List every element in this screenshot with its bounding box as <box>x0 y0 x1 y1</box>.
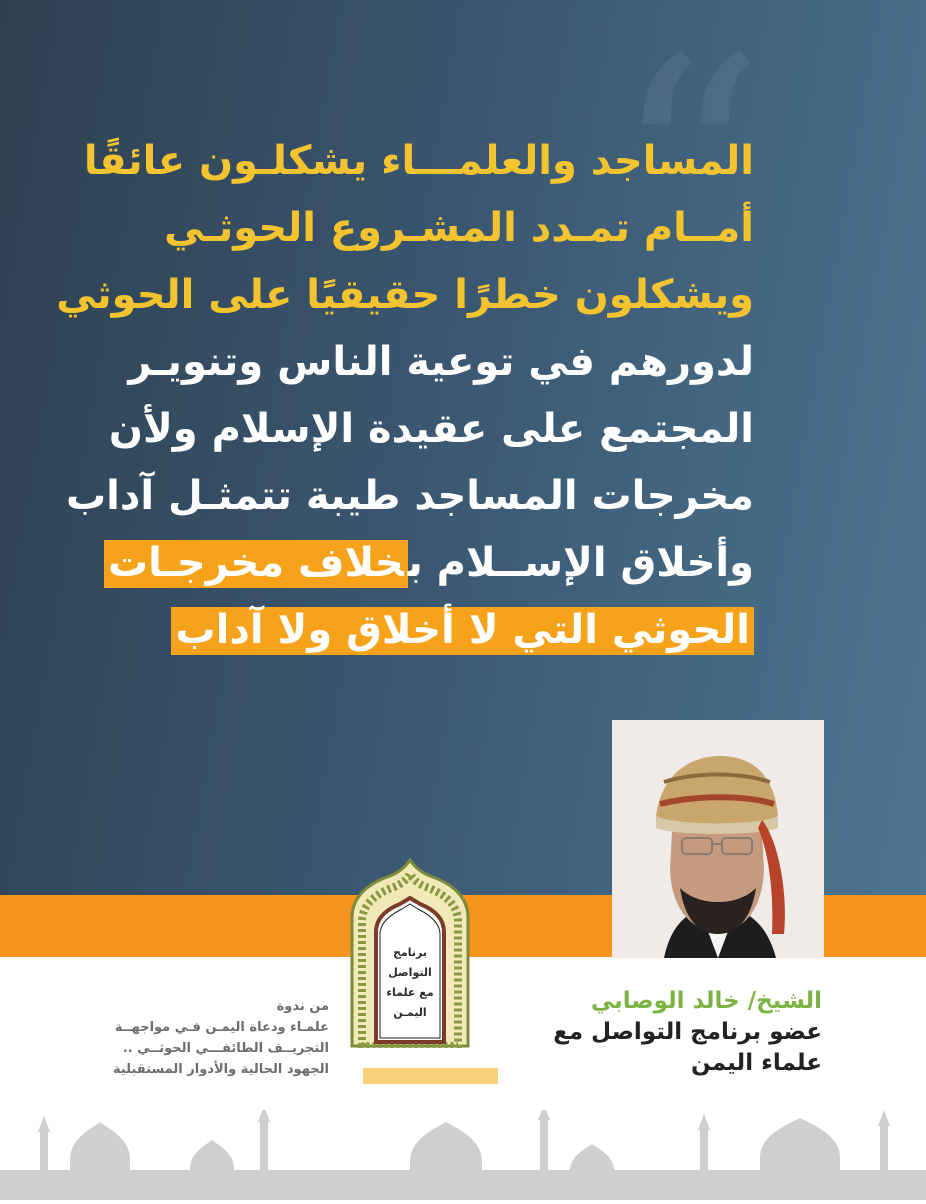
speaker-name: الشيخ/ خالد الوصابي <box>590 988 822 1014</box>
seminar-caption <box>113 996 329 1080</box>
seminar-line: علمـاء ودعاة اليمـن فـي مواجهــة <box>114 1020 329 1035</box>
quote-line: ويشكلون خطرًا حقيقيًا على الحوثي <box>56 272 754 318</box>
speaker-role: علماء اليمن <box>691 1050 822 1076</box>
mosque-skyline <box>0 1110 926 1200</box>
speaker-info <box>553 985 822 1079</box>
program-logo <box>346 858 474 1048</box>
quote-line: لدورهم في توعية الناس وتنويـر <box>128 339 754 385</box>
quote-text <box>56 128 754 664</box>
quote-line <box>134 597 754 664</box>
logo-line: التواصل <box>388 966 432 979</box>
quote-line-plain: وأخلاق الإســلام ب <box>407 540 754 586</box>
quote-line <box>107 530 754 597</box>
seminar-line: من ندوة <box>276 999 329 1014</box>
seminar-line: الجهود الحالية والأدوار المستقبلية <box>112 1062 329 1077</box>
logo-line: برنامج <box>393 946 427 959</box>
speaker-photo <box>612 720 824 958</box>
quote-highlight: الحوثي التي لا أخلاق ولا آداب <box>171 607 754 655</box>
quote-highlight: خلاف مخرجـات <box>104 540 408 588</box>
speaker-role: عضو برنامج التواصل مع <box>553 1019 822 1045</box>
quote-line: مخرجات المساجد طيبة تتمثـل آداب <box>65 473 754 519</box>
logo-line: مع علماء <box>386 986 434 999</box>
logo-line: اليمـن <box>393 1006 427 1019</box>
quote-line: أمــام تمـدد المشـروع الحوثـي <box>164 205 754 251</box>
quote-line: المساجد والعلمـــاء يشكلـون عائقًا <box>83 138 754 184</box>
seminar-line: التجريــف الطائفـــي الحوثــي .. <box>122 1041 329 1056</box>
logo-underline <box>363 1068 498 1084</box>
quote-mark-icon: “ <box>612 0 766 344</box>
quote-line: المجتمع على عقيدة الإسلام ولأن <box>108 406 754 452</box>
